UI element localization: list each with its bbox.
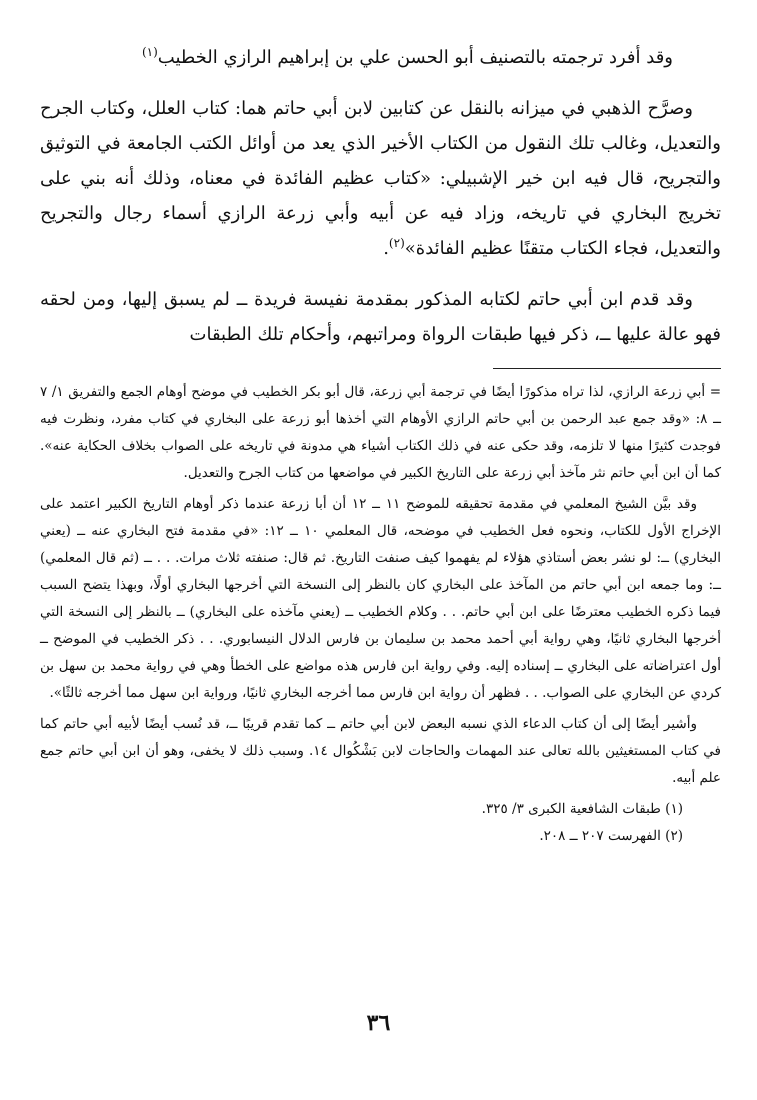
paragraph-3-text: وقد قدم ابن أبي حاتم لكتابه المذكور بمقدمة نفيسة فريدة ــ لم يسبق إليها، ومن لحقه فهو عالة عليها ــ، ذكر فيها طبقات الرواة ومراتبهم، وأحكام تلك الطبقات xyxy=(40,289,721,345)
footnote-ref-1: (١) xyxy=(141,45,158,59)
footnote-1: (١) طبقات الشافعية الكبرى ٣/ ٣٢٥. xyxy=(481,801,683,817)
note-paragraph-3: وأشير أيضًا إلى أن كتاب الدعاء الذي نسبه البعض لابن أبي حاتم ــ كما تقدم قريبًا ــ، قد نُسب أيضًا لأبيه أبي حاتم كما في كتاب المستغيثين بالله تعالى عند المهمات والحاجات لابن بَشْكُوال ١٤. وسبب ذلك لا يخفى، وهو أن ابن أبي حاتم جمع علم أبيه. xyxy=(40,716,721,786)
footnote-2: (٢) الفهرست ٢٠٧ ــ ٢٠٨. xyxy=(539,828,683,844)
footnote-ref-2: (٢) xyxy=(388,236,405,250)
paragraph-2 xyxy=(40,91,721,266)
page-number: ٣٦ xyxy=(366,1010,391,1036)
paragraph-3 xyxy=(40,282,721,352)
note-paragraph-2: وقد بيَّن الشيخ المعلمي في مقدمة تحقيقه للموضح ١١ ــ ١٢ أن أبا زرعة عندما ذكر أوهام التاريخ الكبير اعتمد على الإخراج الأول للكتاب، ونحوه فعل الخطيب في موضحه، قال المعلمي ١٠ ــ ١٢: «في مقدمة فتح البخاري عنه ــ (يعني البخاري) ــ: لو نشر بعض أستاذي هؤلاء لم يفهموا كيف صنفت التاريخ. ثم قال: صنفته ثلاث مرات. . . ــ (ثم قال المعلمي) ــ: وما جمعه ابن أبي حاتم من المآخذ على البخاري كان بالنظر إلى النسخة التي أخرجها البخاري أولًا، وبهذا يتضح السبب فيما ذكره الخطيب معترضًا على ابن أبي حاتم. . . وكلام الخطيب ــ (يعني مآخذه على البخاري) ــ بالنظر إلى النسخة التي أخرجها البخاري ثانيًا، وهي رواية أبي أحمد محمد بن سليمان بن فارس الدلال النيسابوري. . . ذكر الخطيب في الموضح ــ أول اعتراضاته على البخاري ــ إسناده إليه. وفي رواية ابن فارس هذه مواضع على الخطأ وهي في رواية محمد بن سهل بن كردي عن البخاري على الصواب. . . فظهر أن رواية ابن فارس مما أخرجه البخاري ثانيًا، ورواية ابن سهل مما أخرجه ثالثًا». xyxy=(40,496,722,701)
footnote-separator xyxy=(493,368,721,369)
paragraph-2-text: وصرَّح الذهبي في ميزانه بالنقل عن كتابين لابن أبي حاتم هما: كتاب العلل، وكتاب الجرح والتعديل، وغالب تلك النقول من الكتاب الأخير الذي يعد من أوائل الكتب الجامعة في التوثيق والتجريح، قال فيه ابن خير الإشبيلي: «كتاب عظيم الفائدة في معناه، وذلك أنه بني على تخريج البخاري في تاريخه، وزاد فيه عن أبيه وأبي زرعة الرازي أسماء رجال والتجريح والتعديل، فجاء الكتاب متقنًا عظيم الفائدة» xyxy=(40,98,721,259)
paragraph-2-end: . xyxy=(383,238,389,259)
footnotes xyxy=(40,379,721,850)
paragraph-1 xyxy=(40,40,721,75)
document-page xyxy=(40,40,721,1100)
main-text xyxy=(40,40,721,352)
paragraph-1-text: وقد أفرد ترجمته بالتصنيف أبو الحسن علي بن إبراهيم الرازي الخطيب xyxy=(157,47,673,68)
note-continued: = أبي زرعة الرازي، لذا تراه مذكورًا أيضًا في ترجمة أبي زرعة، قال أبو بكر الخطيب في موضح أوهام الجمع والتفريق ١/ ٧ ــ ٨: «وقد جمع عبد الرحمن بن أبي حاتم الرازي الأوهام التي أخذها أبو زرعة على البخاري في كتاب مفرد، ونظرت فيه فوجدت كثيرًا منها لا تلزمه، وقد حكى عنه في ذلك الكتاب أشياء هي مدونة في تاريخه على الصواب بخلاف الحكاية عنه». كما أن ابن أبي حاتم نثر مآخذ أبي زرعة على التاريخ الكبير في مواضعها من كتاب الجرح والتعديل. xyxy=(40,384,722,481)
